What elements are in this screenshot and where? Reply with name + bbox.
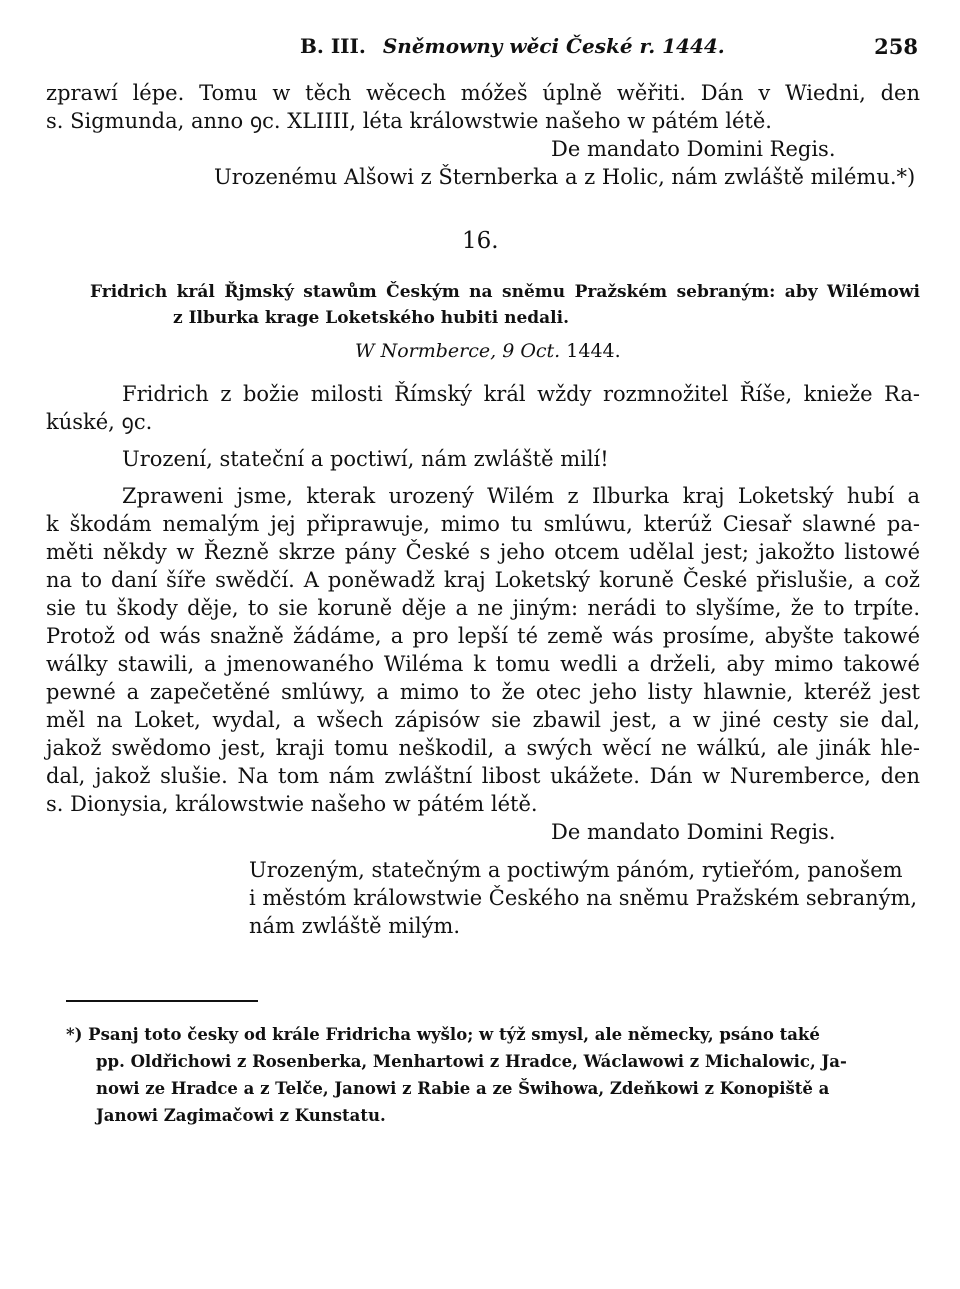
text-line: s. Sigmunda, anno ꝯc. XLIIII, léta králowstwie našeho w pátém létě. [46,109,772,133]
body-line: měl na Loket, wydal, a wšech zápisów sie zbawil jest, a w jiné cesty sie dal, [46,708,920,732]
body-line: s. Dionysia, králowstwie našeho w pátém létě. [46,792,538,816]
document-number: 16. [462,228,499,254]
footnote-rule [66,1000,258,1002]
footnote-line: pp. Oldřichowi z Rosenberka, Menhartowi z Hradce, Wáclawowi z Michalowic, Ja- [96,1052,847,1071]
address-line: Urozenému Alšowi z Šternberka a z Holic, nám zwláště milému.*) [214,165,916,189]
intitulation-line: Fridrich z božie milosti Římský král wždy rozmnožitel Říše, knieže Ra- [122,382,920,406]
body-line: Protož od wás snažně žádáme, a pro lepší té země wás prosíme, abyšte takowé [46,624,920,648]
body-line: Zpraweni jsme, kterak urozený Wilém z Ilburka kraj Loketský hubí a [122,484,920,508]
address-line: nám zwláště milým. [249,914,461,938]
body-line: na to daní šíře swědčí. A poněwadž kraj Loketský koruně České přislušie, a což [46,568,920,592]
dateline-place: W Normberce, [355,340,497,362]
intitulation-line: kúské, ꝯc. [46,410,153,434]
address-line: i městóm králowstwie Českého na sněmu Pražském sebraným, [249,886,918,910]
page-number: 258 [874,34,918,59]
footnote-line: nowi ze Hradce a z Telče, Janowi z Rabie a ze Šwihowa, Zdeňkowi z Konopiště a [96,1079,830,1098]
address-line: Urozeným, statečným a poctiwým pánóm, rytieřóm, panošem [249,858,903,882]
running-header [300,34,725,58]
dateline-date: 9 Oct. [502,340,561,362]
dateline [355,340,621,362]
body-line: k škodám nemalým jej připrawuje, mimo tu smlúwu, kterúž Ciesař slawné pa- [46,512,920,536]
body-line: dal, jakož slušie. Na tom nám zwláštní libost ukážete. Dán w Nuremberce, den [46,764,920,788]
book-section: B. III. [300,34,366,58]
footnote-line: *) Psanj toto česky od krále Fridricha wyšlo; w týž smysl, ale německy, psáno také [66,1025,820,1044]
text-line: zprawí lépe. Tomu w těch wěcech móžeš úplně wěřiti. Dán v Wiedni, den [46,81,920,105]
mandate-line: De mandato Domini Regis. [551,137,836,161]
regest-line: Fridrich král Řjmský stawům Českým na sněmu Pražském sebraným: aby Wilémowi [90,282,920,302]
dateline-year: 1444. [566,340,621,362]
body-line: pewné a zapečetěné smlúwy, a mimo to že otec jeho listy hlawnie, kteréž jest [46,680,920,704]
body-line: jakož swědomo jest, kraji tomu neškodil, a swých wěcí ne wálkú, ale jinák hle- [46,736,920,760]
body-line: wálky stawili, a jmenowaného Wiléma k tomu wedli a drželi, aby mimo takowé [46,652,920,676]
regest-line: z Ilburka krage Loketského hubiti nedali. [173,308,569,328]
body-line: sie tu škody děje, to sie koruně děje a ne jiným: nerádi to slyšíme, že to trpíte. [46,596,920,620]
mandate-line: De mandato Domini Regis. [551,820,836,844]
running-title: Sněmowny wěci České r. 1444. [382,34,725,58]
body-line: měti někdy w Řezně skrze pány České s jeho otcem udělal jest; jakožto listowé [46,540,920,564]
footnote-line: Janowi Zagimačowi z Kunstatu. [96,1106,386,1125]
salutation: Urození, stateční a poctiwí, nám zwláště milí! [122,447,609,471]
